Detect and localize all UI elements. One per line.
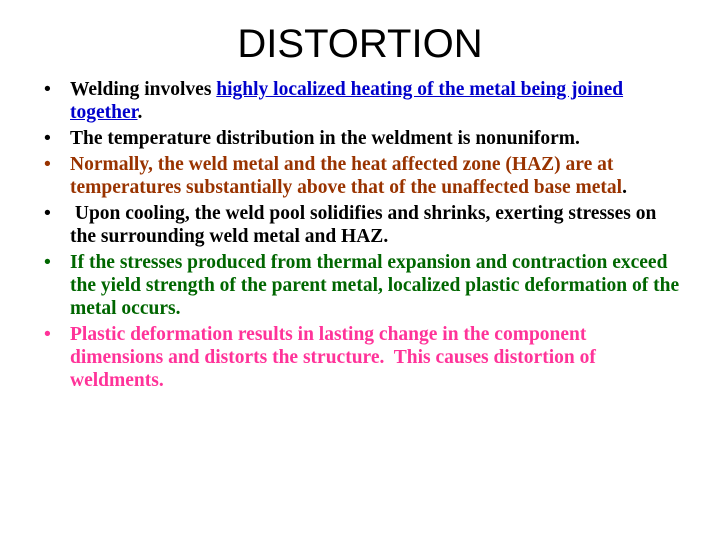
bullet-text: Welding involves	[70, 79, 217, 100]
bullet-text-end: .	[158, 370, 164, 391]
slide-title: DISTORTION	[237, 22, 483, 66]
bullet-text-end: .	[622, 177, 627, 198]
bullet-item-haz	[40, 153, 680, 199]
bullet-icon: •	[44, 251, 51, 273]
bullet-item-plastic-deformation	[40, 323, 680, 392]
bullet-item-cooling	[40, 202, 680, 248]
bullet-icon: •	[44, 202, 51, 224]
bullet-text: Upon cooling, the weld pool solidifies and shrinks, exerting stresses on the surrounding weld metal and HAZ.	[70, 203, 657, 247]
bullet-item-temperature	[40, 127, 680, 150]
bullet-item-welding	[40, 78, 680, 124]
bullet-text: Plastic deformation results in lasting change in the component dimensions and distorts the structure. This causes distortion of weldments	[70, 324, 596, 391]
bullet-list	[40, 78, 680, 395]
bullet-icon: •	[44, 127, 51, 149]
highly-localized-heating-link[interactable]: highly localized heating of the metal being joined together	[70, 79, 624, 123]
bullet-icon: •	[44, 78, 51, 100]
bullet-text: The temperature distribution in the weldment is nonuniform.	[70, 128, 580, 149]
bullet-icon: •	[44, 153, 51, 175]
bullet-icon: •	[44, 323, 51, 345]
bullet-text: Normally, the weld metal and the heat affected zone (HAZ) are at temperatures substantially above that of the unaffected base metal	[70, 154, 623, 198]
bullet-text-end: .	[137, 102, 143, 123]
bullet-text: If the stresses produced from thermal expansion and contraction exceed the yield strength of the parent metal, localized plastic deformation of the metal occurs.	[70, 252, 680, 319]
bullet-item-stresses	[40, 251, 680, 320]
